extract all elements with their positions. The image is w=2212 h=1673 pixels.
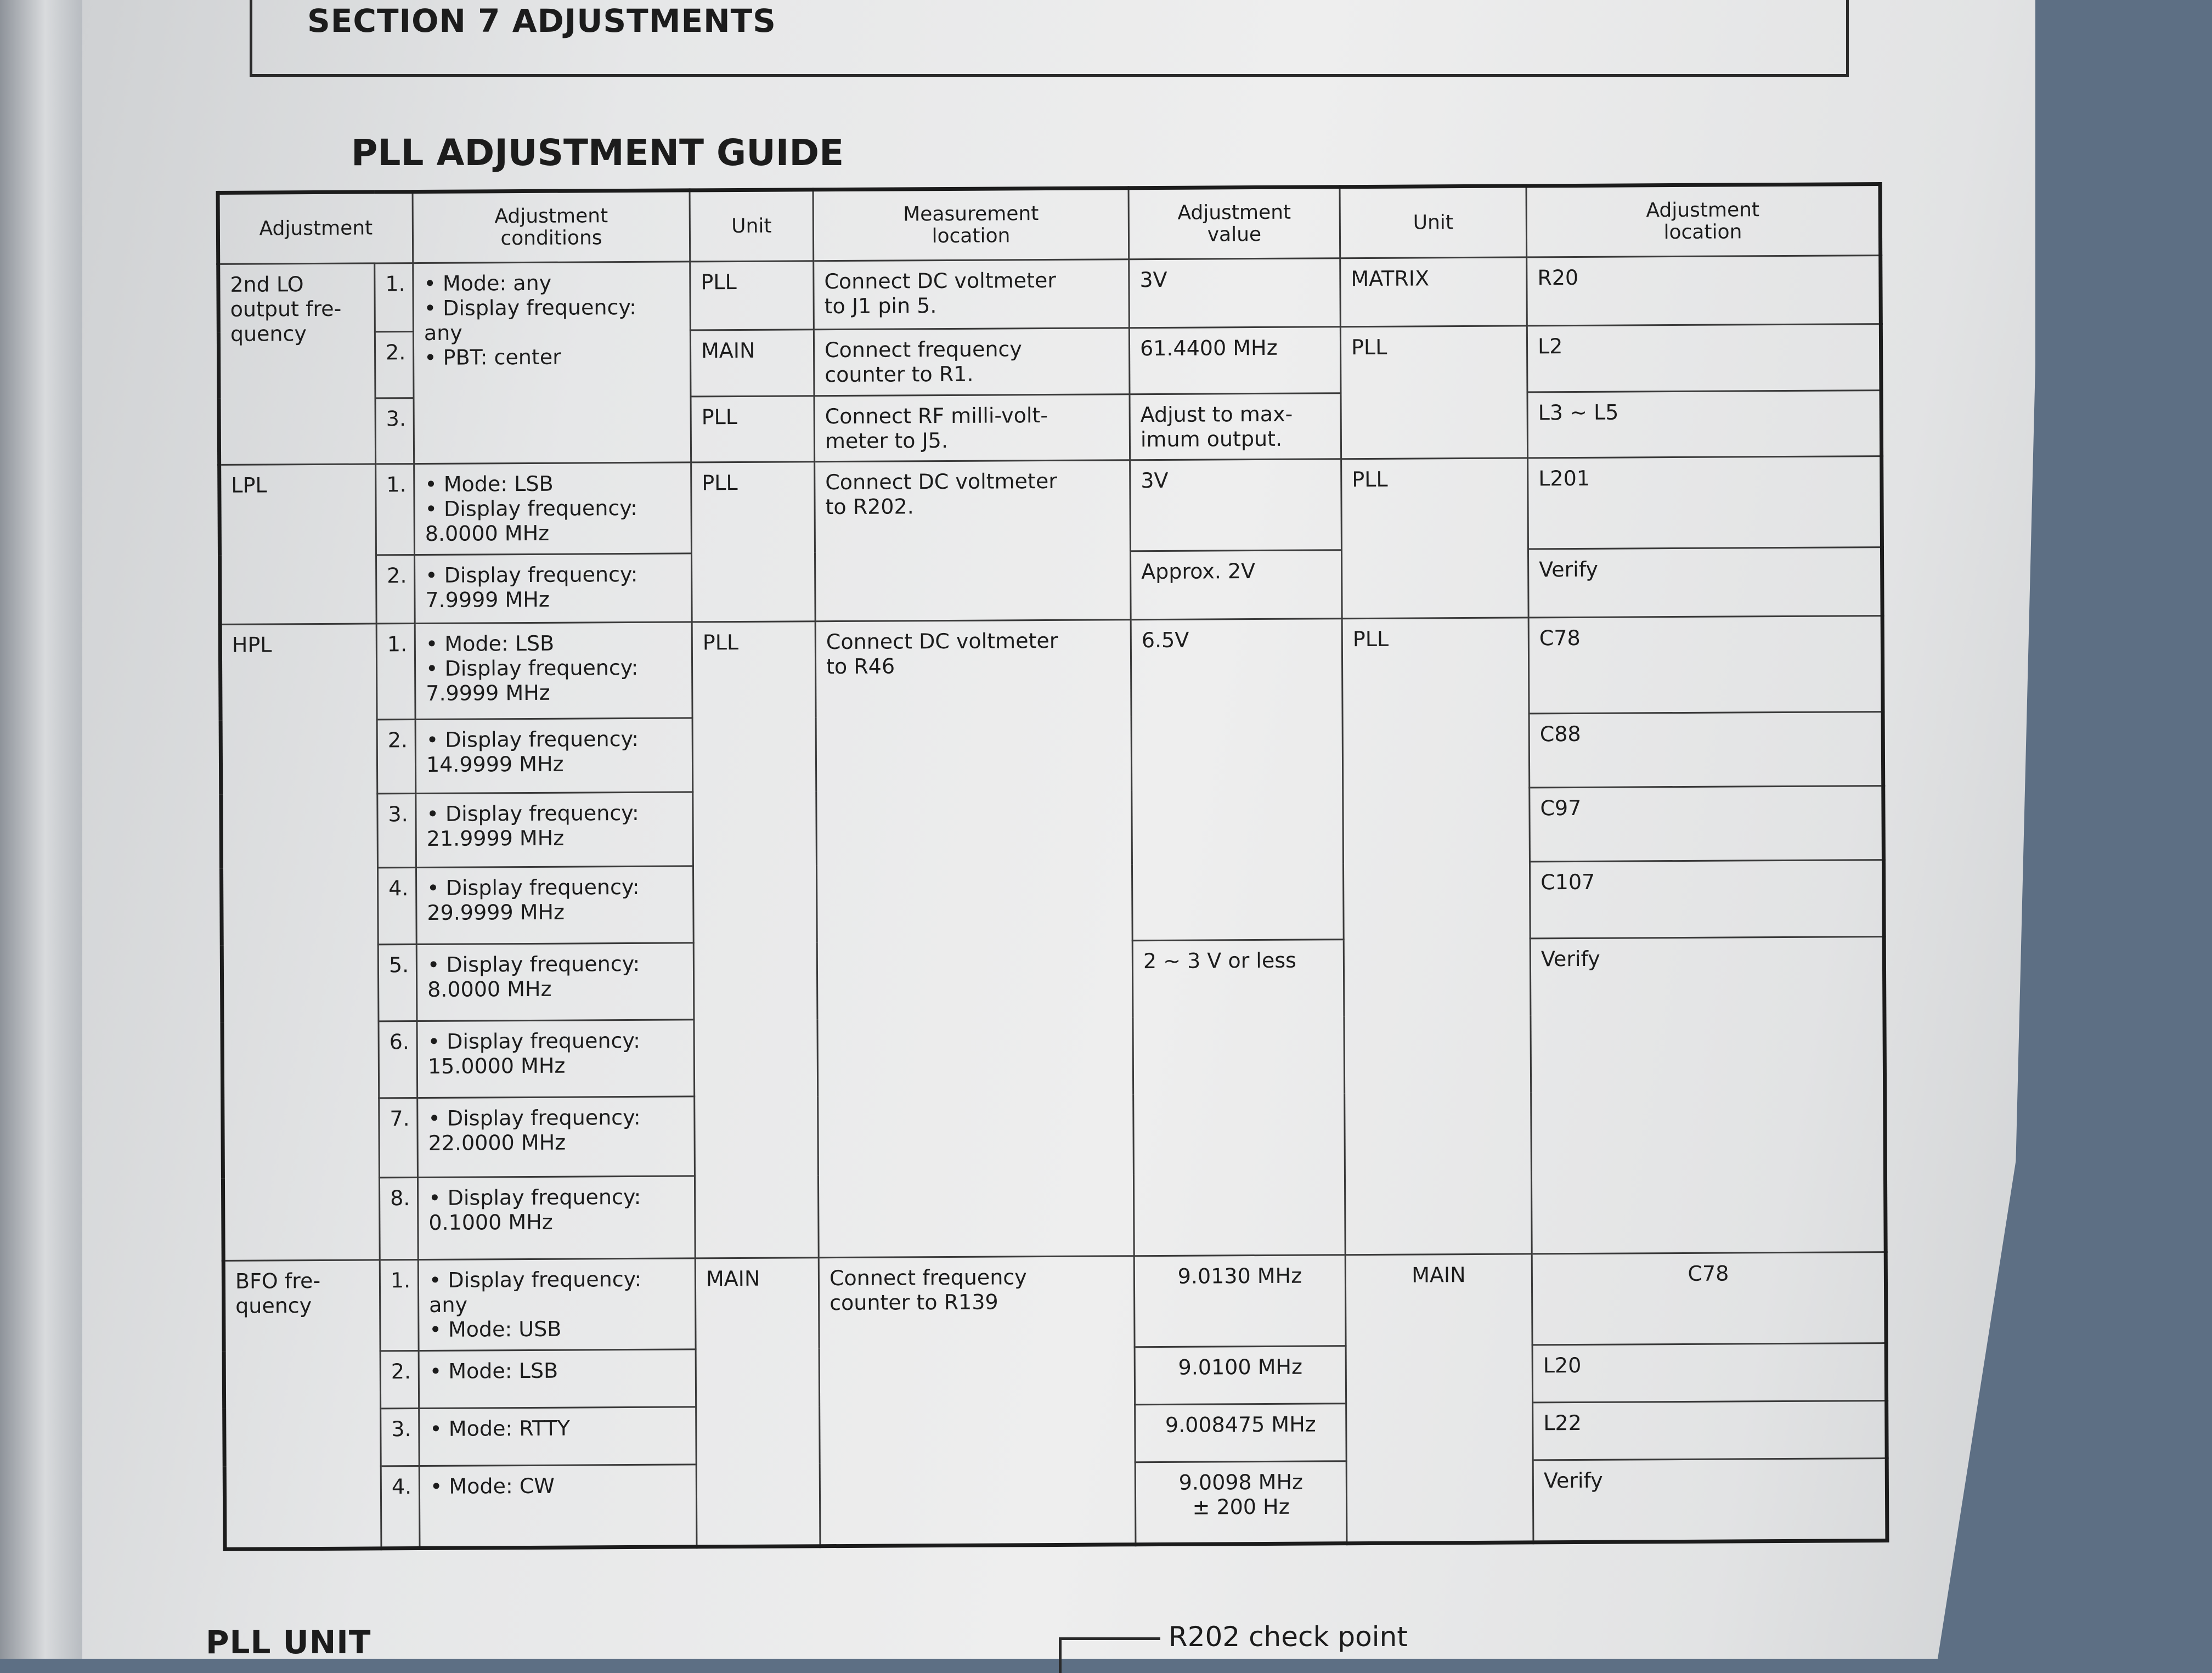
binder-spine <box>0 0 82 1659</box>
measurement-cell: Connect DC voltmeter to J1 pin 5. <box>814 259 1130 330</box>
section-title: SECTION 7 ADJUSTMENTS <box>307 2 776 39</box>
unit-cell: PLL <box>691 462 816 622</box>
guide-title: PLL ADJUSTMENT GUIDE <box>351 132 844 174</box>
conditions-cell: • Display frequency: 0.1000 MHz <box>417 1176 695 1260</box>
step-number: 1. <box>375 263 414 332</box>
step-number: 3. <box>375 398 414 464</box>
location-cell: L20 <box>1532 1343 1887 1402</box>
conditions-cell: • Display frequency: 29.9999 MHz <box>416 866 693 945</box>
header-value: Adjustment value <box>1128 187 1340 259</box>
measurement-cell: Connect DC voltmeter to R46 <box>815 620 1134 1258</box>
location-cell: Verify <box>1533 1458 1887 1542</box>
table-row <box>220 616 1883 721</box>
location-cell: R20 <box>1527 256 1881 326</box>
unit2-cell: MAIN <box>1345 1254 1533 1544</box>
item-bfo: BFO fre- quency <box>223 1260 381 1549</box>
measurement-cell: Connect RF milli-volt- meter to J5. <box>814 394 1130 462</box>
unit2-cell: PLL <box>1341 458 1529 618</box>
step-number: 8. <box>379 1178 418 1260</box>
location-cell: C107 <box>1530 860 1884 939</box>
location-cell: L3 ~ L5 <box>1527 390 1882 458</box>
value-cell: 9.008475 MHz <box>1135 1404 1347 1462</box>
unit2-cell: MATRIX <box>1340 257 1527 327</box>
value-cell: 2 ~ 3 V or less <box>1132 940 1345 1256</box>
pll-adjustment-table <box>216 182 1889 1551</box>
step-number: 6. <box>379 1021 417 1098</box>
conditions-cell: • Display frequency: 15.0000 MHz <box>417 1020 695 1098</box>
table-row <box>218 256 1881 333</box>
adjustment-table-wrap <box>216 182 1886 1551</box>
conditions-cell: • Display frequency: 8.0000 MHz <box>416 943 694 1021</box>
step-number: 2. <box>376 555 415 624</box>
check-point-label: R202 check point <box>1169 1621 1408 1653</box>
unit-cell: PLL <box>692 621 819 1258</box>
conditions-cell: • Mode: RTTY <box>419 1407 697 1466</box>
step-number: 1. <box>380 1260 419 1351</box>
value-cell: Approx. 2V <box>1130 550 1342 620</box>
table-row <box>219 456 1882 556</box>
item-hpl: HPL <box>220 624 380 1261</box>
measurement-cell: Connect frequency counter to R1. <box>814 328 1130 396</box>
conditions-cell: • Mode: any • Display frequency: any • PBT: center <box>413 262 691 464</box>
step-number: 4. <box>381 1466 420 1548</box>
unit2-cell: PLL <box>1342 618 1532 1255</box>
pll-unit-title: PLL UNIT <box>206 1624 371 1661</box>
unit-cell: PLL <box>691 395 815 462</box>
header-location: Adjustment location <box>1526 184 1881 257</box>
header-conditions: Adjustment conditions <box>413 190 690 263</box>
location-cell: L2 <box>1527 324 1881 392</box>
location-cell: L201 <box>1528 456 1882 549</box>
item-lpl: LPL <box>219 464 377 624</box>
step-number: 3. <box>381 1408 420 1466</box>
step-number: 2. <box>377 720 416 794</box>
step-number: 1. <box>376 624 415 720</box>
header-measurement: Measurement location <box>813 188 1129 261</box>
header-unit: Unit <box>690 190 814 262</box>
conditions-cell: • Mode: LSB • Display frequency: 7.9999 MHz <box>415 622 692 720</box>
unit-cell: PLL <box>690 261 814 330</box>
value-cell: 9.0098 MHz ± 200 Hz <box>1135 1461 1347 1545</box>
step-number: 4. <box>377 868 416 945</box>
conditions-cell: • Display frequency: any • Mode: USB <box>418 1258 696 1350</box>
conditions-cell: • Mode: LSB • Display frequency: 8.0000 MHz <box>414 462 692 555</box>
value-cell: 9.0100 MHz <box>1135 1346 1346 1404</box>
unit-cell: MAIN <box>690 330 814 397</box>
conditions-cell: • Display frequency: 14.9999 MHz <box>415 718 693 794</box>
step-number: 2. <box>380 1350 419 1408</box>
location-cell: C88 <box>1529 712 1883 788</box>
step-number: 1. <box>376 464 415 555</box>
table-header-row <box>218 184 1881 264</box>
step-number: 2. <box>375 332 414 398</box>
value-cell: 9.0130 MHz <box>1134 1255 1346 1347</box>
header-adjustment: Adjustment <box>218 192 413 264</box>
unit-cell: MAIN <box>695 1258 820 1547</box>
value-cell: 61.4400 MHz <box>1129 327 1341 394</box>
conditions-cell: • Display frequency: 21.9999 MHz <box>416 792 693 868</box>
conditions-cell: • Mode: LSB <box>419 1349 696 1409</box>
location-cell: Verify <box>1528 547 1882 618</box>
value-cell: Adjust to max- imum output. <box>1130 393 1341 460</box>
unit2-cell: PLL <box>1340 326 1527 459</box>
location-cell: L22 <box>1533 1400 1887 1460</box>
value-cell: 6.5V <box>1131 619 1344 941</box>
check-point-leader-line <box>1059 1637 1160 1673</box>
table-row <box>223 1252 1886 1352</box>
location-cell: Verify <box>1530 937 1886 1254</box>
value-cell: 3V <box>1130 459 1342 551</box>
location-cell: C78 <box>1532 1252 1886 1345</box>
location-cell: C97 <box>1530 786 1884 862</box>
conditions-cell: • Display frequency: 22.0000 MHz <box>417 1097 695 1178</box>
section-header <box>250 0 1849 77</box>
value-cell: 3V <box>1129 258 1341 328</box>
item-2nd-lo: 2nd LO output fre- quency <box>218 263 376 465</box>
measurement-cell: Connect frequency counter to R139 <box>819 1256 1136 1546</box>
step-number: 7. <box>379 1098 418 1178</box>
header-unit2: Unit <box>1340 186 1527 258</box>
measurement-cell: Connect DC voltmeter to R202. <box>815 460 1131 621</box>
conditions-cell: • Mode: CW <box>419 1465 697 1548</box>
step-number: 5. <box>378 945 417 1021</box>
step-number: 3. <box>377 794 416 868</box>
conditions-cell: • Display frequency: 7.9999 MHz <box>415 553 692 624</box>
location-cell: C78 <box>1528 616 1883 714</box>
